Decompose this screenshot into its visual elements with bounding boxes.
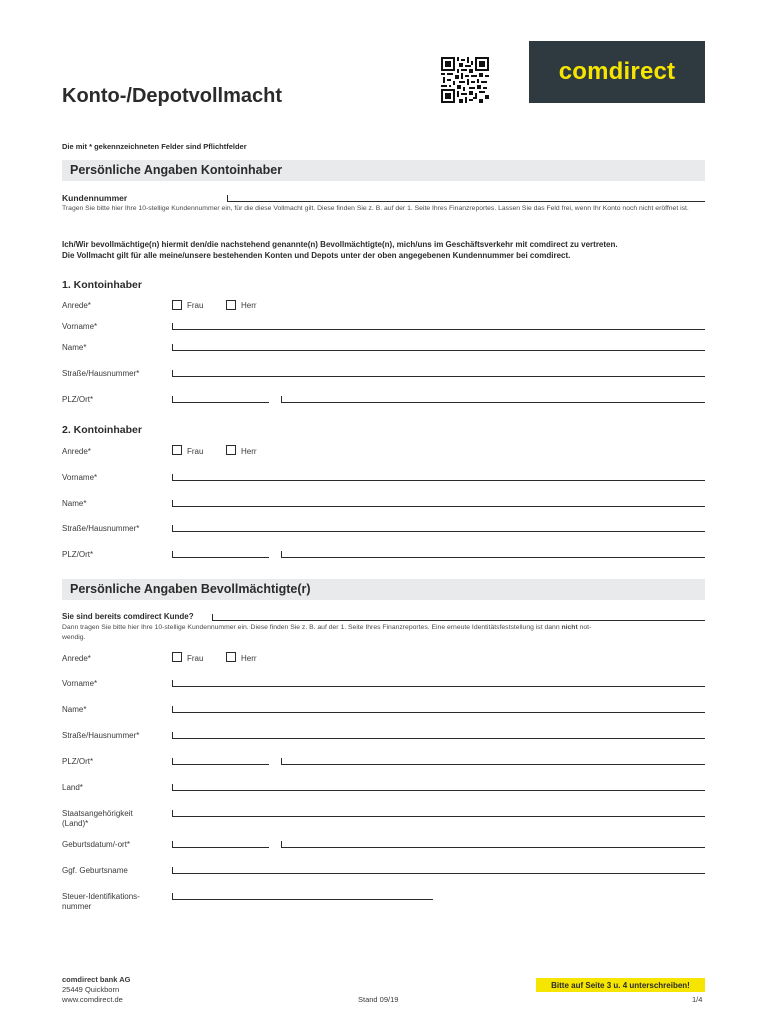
holder2-street-label: Straße/Hausnummer* [62,524,140,533]
holder2-salutation-label: Anrede* [62,447,91,456]
required-fields-note: Die mit * gekennzeichneten Felder sind Pflichtfelder [62,142,247,151]
section-heading-text: Persönliche Angaben Kontoinhaber [70,163,283,177]
customer-number-label: Kundennummer [62,193,128,203]
attorney-country-label: Land* [62,783,83,792]
attorney-birth-name-field[interactable] [172,867,705,874]
attorney-nationality-label-line2: (Land)* [62,819,89,828]
existing-customer-hint [62,623,712,633]
page-title: Konto-/Depotvollmacht [62,85,282,107]
hint-text-part2: not- [577,624,592,631]
holder1-first-name-label: Vorname* [62,322,98,331]
signature-reminder-badge: Bitte auf Seite 3 u. 4 unterschreiben! [536,978,705,992]
holder2-zip-city-label: PLZ/Ort* [62,550,94,559]
footer-company: comdirect bank AG [62,975,131,984]
section-heading-account-holder [62,160,705,181]
holder2-frau-label: Frau [187,447,204,456]
attorney-nationality-field[interactable] [172,810,705,817]
authorization-statement-line1: Ich/Wir bevollmächtige(n) hiermit den/die nachstehend genannte(n) Bevollmächtigte(n), mich/uns im Geschäftsverkehr mit comdirect zu vertreten. [62,240,618,249]
authorization-statement-line2: Die Vollmacht gilt für alle meine/unsere bestehenden Konten und Depots unter der oben angegebenen Kundennummer bei comdirect. [62,251,571,260]
qr-code-image [441,57,489,103]
holder1-salutation-label: Anrede* [62,301,91,310]
holder1-last-name-label: Name* [62,343,87,352]
holder1-heading: 1. Kontoinhaber [62,279,142,291]
holder1-last-name-field[interactable] [172,344,705,351]
holder2-herr-checkbox[interactable] [226,445,236,455]
footer-website: www.comdirect.de [62,995,123,1004]
attorney-salutation-label: Anrede* [62,654,91,663]
holder2-last-name-field[interactable] [172,500,705,507]
customer-number-hint: Tragen Sie bitte hier Ihre 10-stellige Kundennummer ein, für die diese Vollmacht gilt. Diese finden Sie z. B. auf der 1. Seite Ihres Finanzreportes. Lassen Sie das Feld frei, wenn Ihr Konto noch nicht eröffnet ist. [62,205,689,212]
attorney-last-name-label: Name* [62,705,87,714]
existing-customer-label: Sie sind bereits comdirect Kunde? [62,612,194,621]
attorney-tax-id-label-line2: nummer [62,902,92,911]
attorney-country-field[interactable] [172,784,705,791]
section-heading-attorney [62,579,705,600]
holder2-city-field[interactable] [281,551,705,558]
attorney-tax-id-label-line1: Steuer-Identifikations- [62,892,140,901]
customer-number-field[interactable] [227,195,705,202]
holder1-city-field[interactable] [281,396,705,403]
hint-text-part1: Dann tragen Sie bitte hier Ihre 10-stellige Kundennummer ein. Diese finden Sie z. B. auf der 1. Seite Ihres Finanzreportes. Eine erneute Identitätsfeststellung ist dann [62,624,562,631]
hint-text-bold: nicht [561,624,578,631]
attorney-last-name-field[interactable] [172,706,705,713]
comdirect-logo [529,41,705,103]
attorney-birth-label: Geburtsdatum/-ort* [62,840,131,849]
footer-version: Stand 09/19 [358,995,399,1004]
holder2-frau-checkbox[interactable] [172,445,182,455]
footer-city: 25449 Quickborn [62,985,120,994]
attorney-frau-checkbox[interactable] [172,652,182,662]
holder1-herr-label: Herr [241,301,257,310]
attorney-zip-field[interactable] [172,758,269,765]
attorney-birth-date-field[interactable] [172,841,269,848]
holder2-first-name-field[interactable] [172,474,705,481]
attorney-nationality-label-line1: Staatsangehörigkeit [62,809,133,818]
attorney-street-field[interactable] [172,732,705,739]
holder1-frau-checkbox[interactable] [172,300,182,310]
holder2-first-name-label: Vorname* [62,473,98,482]
attorney-birth-place-field[interactable] [281,841,705,848]
holder1-first-name-field[interactable] [172,323,705,330]
attorney-birth-name-label: Ggf. Geburtsname [62,866,128,875]
holder2-herr-label: Herr [241,447,257,456]
holder1-frau-label: Frau [187,301,204,310]
attorney-tax-id-field[interactable] [172,893,433,900]
holder2-heading: 2. Kontoinhaber [62,424,142,436]
holder1-street-label: Straße/Hausnummer* [62,369,140,378]
attorney-herr-checkbox[interactable] [226,652,236,662]
section-heading-text: Persönliche Angaben Bevollmächtigte(r) [70,582,311,596]
holder1-zip-city-label: PLZ/Ort* [62,395,94,404]
attorney-customer-number-field[interactable] [212,614,705,621]
holder2-last-name-label: Name* [62,499,87,508]
attorney-first-name-label: Vorname* [62,679,98,688]
attorney-herr-label: Herr [241,654,257,663]
holder2-street-field[interactable] [172,525,705,532]
existing-customer-hint-line2: wendig. [62,634,86,641]
attorney-city-field[interactable] [281,758,705,765]
holder1-street-field[interactable] [172,370,705,377]
holder2-zip-field[interactable] [172,551,269,558]
attorney-zip-city-label: PLZ/Ort* [62,757,94,766]
holder1-herr-checkbox[interactable] [226,300,236,310]
holder1-zip-field[interactable] [172,396,269,403]
footer-page-number: 1/4 [692,995,703,1004]
logo-text: comdirect [558,58,676,85]
attorney-frau-label: Frau [187,654,204,663]
attorney-street-label: Straße/Hausnummer* [62,731,140,740]
attorney-first-name-field[interactable] [172,680,705,687]
